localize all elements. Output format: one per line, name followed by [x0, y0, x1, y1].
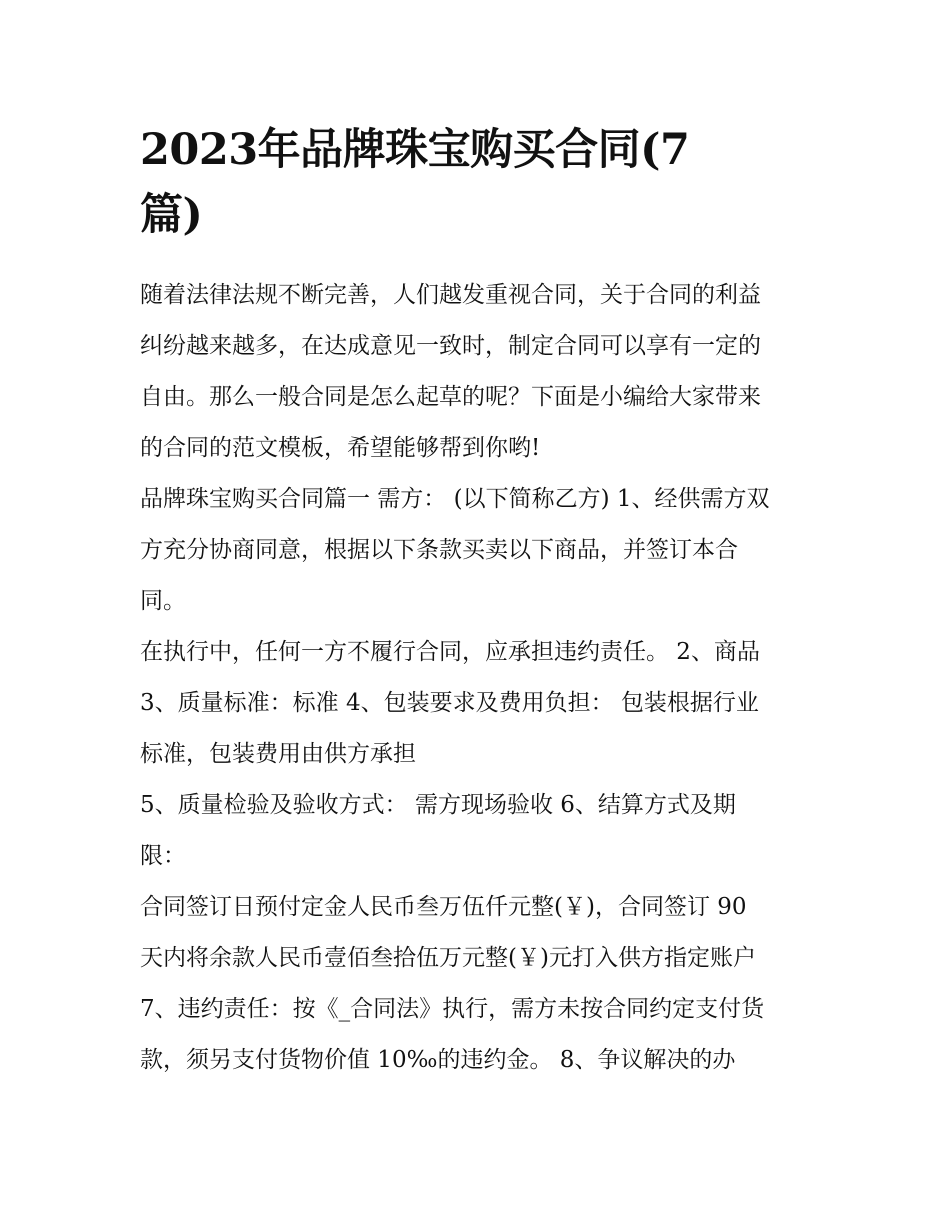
title-line: 2023年品牌珠宝购买合同(7 [140, 125, 690, 175]
text-line: 自由。那么一般合同是怎么起草的呢？下面是小编给大家带来 [140, 384, 761, 410]
text-line: 在执行中，任何一方不履行合同，应承担违约责任。 2、商品 [140, 639, 760, 665]
contract-paragraph [140, 474, 812, 627]
intro-paragraph [140, 270, 812, 474]
text-line: 3、质量标准：标准 4、包装要求及费用负担： 包装根据行业 [140, 690, 759, 716]
text-line: 随着法律法规不断完善，人们越发重视合同，关于合同的利益 [140, 282, 761, 308]
contract-paragraph [140, 882, 812, 1086]
text-line: 标准，包装费用由供方承担 [140, 741, 416, 767]
text-line: 方充分协商同意，根据以下条款买卖以下商品，并签订本合 [140, 537, 738, 563]
text-line: 同。 [140, 588, 186, 614]
text-line: 款，须另支付货物价值 10‰的违约金。 8、争议解决的办 [140, 1047, 736, 1073]
document-body [140, 118, 812, 1086]
document-title [140, 118, 812, 248]
title-line: 篇) [140, 190, 203, 240]
text-line: 纠纷越来越多，在达成意见一致时，制定合同可以享有一定的 [140, 333, 761, 359]
text-line: 限： [140, 843, 186, 869]
text-line: 的合同的范文模板，希望能够帮到你哟! [140, 435, 541, 461]
text-line: 合同签订日预付定金人民币叁万伍仟元整(￥)，合同签订 90 [140, 894, 747, 920]
text-line: 7、违约责任：按《_合同法》执行，需方未按合同约定支付货 [140, 996, 765, 1022]
text-line: 5、质量检验及验收方式： 需方现场验收 6、结算方式及期 [140, 792, 736, 818]
contract-paragraph [140, 780, 812, 882]
contract-paragraph [140, 627, 812, 780]
text-line: 品牌珠宝购买合同篇一 需方： (以下简称乙方) 1、经供需方双 [140, 486, 770, 512]
text-line: 天内将余款人民币壹佰叁拾伍万元整(￥)元打入供方指定账户 [140, 945, 756, 971]
